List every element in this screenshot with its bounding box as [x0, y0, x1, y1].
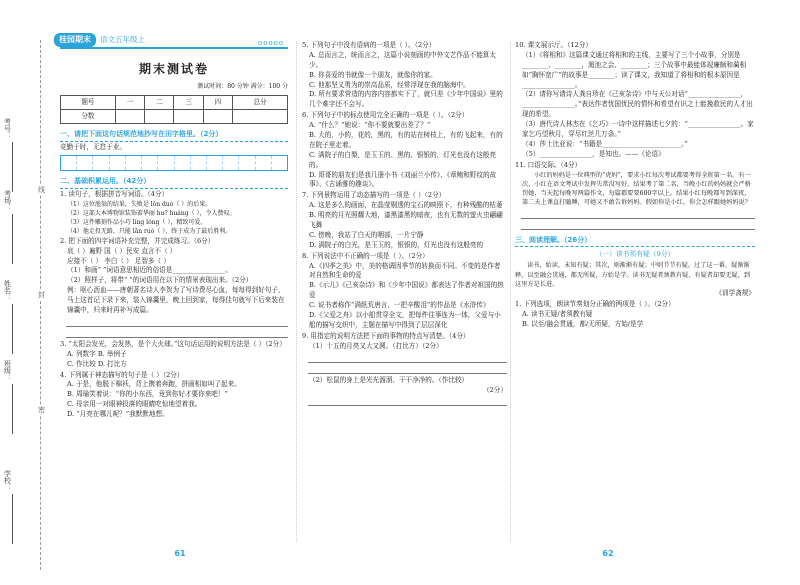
question-7-d: D. 满院子的白光，是玉玉的，银银的，灯光也没有这般亮的	[309, 240, 484, 249]
score-header: 题号	[61, 96, 116, 110]
exam-number-field[interactable]: 考号：	[2, 118, 13, 192]
question-1: 1. 读句子，根据拼音写词语。（4分）	[60, 189, 169, 198]
question-4-c: C. 母亲用一对眼神投落的眼睛吃惊地望着我。	[67, 400, 202, 409]
question-6-a: A. “什么？”她说：“你不要就要出差了？”	[309, 121, 431, 130]
question-10-4: （4）莎士比亚说：“书籍是________________________。”	[522, 139, 688, 148]
page-number-right: 62	[602, 549, 614, 558]
question-1-3: （3）这件雕刻作品小巧 líng lóng（ ），精致可爱。	[67, 218, 207, 226]
writing-grid[interactable]	[60, 155, 288, 171]
exam-meta: 测试时间：80 分钟 满分：100 分	[197, 83, 288, 90]
question-5-d: D. 所有要求营造的内容内容都实下了，就只差《少年中国说》里的几个难字还不会写。	[309, 90, 503, 109]
question-10-5: （5）________________，是知也。——《论语》	[522, 149, 665, 158]
section-1-heading: 一、请把下面这句话规范地抄写在田字格里。（2分）	[60, 129, 288, 142]
exam-room-field[interactable]: 考场：	[2, 190, 13, 264]
section-2-heading: 二、基础积累运用。（42分）	[60, 176, 288, 189]
score-cell[interactable]	[115, 110, 144, 124]
question-3-options-ab: A. 列数字 B. 举例子	[67, 349, 127, 358]
question-9-2-points: （2分）	[483, 385, 507, 394]
question-2-a: （1）和画“ ”词语意思相近的俗语是________________。	[67, 266, 232, 275]
cut-mark-seal: 封	[37, 291, 46, 298]
answer-line[interactable]	[66, 329, 288, 338]
answer-line[interactable]	[308, 354, 507, 363]
question-8: 8. 下列说法中不正确的一项是（ ）。（2分）	[302, 251, 429, 260]
answer-line[interactable]	[308, 365, 507, 374]
question-2-row-2: 应接不（ ） 李白（ ） 足智多（ ）	[67, 256, 170, 265]
brand-subtitle: 语文五年级上	[100, 34, 145, 44]
copy-sentence: 竞勤于时，无怠于业。	[60, 142, 126, 151]
header-deco: ooooo	[258, 39, 285, 47]
brand-logo: 桂园期末	[54, 33, 96, 47]
question-2-b: （2）照样子，将带“ ”的词语用在以下的情景表现出来。（2分）	[67, 276, 253, 285]
reading-question-1: 1. 下列选项，朗读节奏划分正确的两项是（ ）。（2分）	[515, 300, 675, 309]
cut-mark-close: 密	[37, 406, 46, 413]
question-4-a: A. 于是，他脱下棉袄，背上携着奔跑，拼画相如叫了起来。	[67, 380, 241, 389]
question-8-c: C. 说书者称作“满纸荒唐言，一把辛酸泪”的作品是《水浒传》	[309, 301, 490, 310]
reading-question-1-a: A. 读书无疑/者须教有疑	[522, 310, 593, 319]
header-rule	[60, 47, 288, 49]
question-3-options-cd: C. 作比较 D. 打比方	[67, 359, 127, 368]
score-row-label: 分数	[61, 110, 116, 124]
page-title: 期末测试卷	[138, 62, 209, 76]
question-7-a: A. 这是多么的画面，在晶莹剔透的宝石的映照下，有种残酷的枯萎	[309, 201, 503, 210]
class-field[interactable]: 班级：	[2, 360, 13, 434]
reading-question-1-b: B. 以至/融会贯通，都/无所疑，方始/是学	[522, 320, 644, 329]
column-divider	[296, 42, 297, 542]
binding-strip	[0, 40, 52, 570]
passage-source: 《训学斋规》	[715, 289, 755, 298]
question-5: 5. 下列句子中没有语病的一项是（ ）。（2分）	[302, 41, 436, 49]
question-11-scenario: 小红的妈妈是一位典型的“虎妈”，要求小红每次考试都要考得全班第一名。有一次，小红在语文考试中发挥失常没写好，结果考了第二名，当晚小红的妈妈就会严格罚她，当天起每晚写两篇作文，每篇都要要600字以上。结果小红每晚都写到深夜，第二天上课直打瞌睡，可她又不敢告诉妈妈。假如你是小红，你会怎样跟她妈妈说？	[522, 171, 751, 207]
question-9-1: （1）十五的月亮又大又圆。（打比方）（2分）	[309, 341, 443, 350]
question-2: 2. 把下面的四字词语补充完整，并完成练习。（6分）	[60, 236, 215, 245]
school-field[interactable]: 学校：	[2, 470, 13, 544]
question-7-b: B. 明亮的月光照耀大地，漆黑漆黑的暗夜，也有无数的萤火虫翩翩飞舞	[309, 211, 503, 230]
answer-line[interactable]	[521, 221, 755, 230]
cut-line	[40, 40, 41, 570]
question-11: 11. 口语交际。（4分）	[515, 160, 582, 169]
question-10: 10. 课文展示厅。（12分）	[515, 41, 593, 49]
score-cell[interactable]	[145, 110, 174, 124]
cut-mark-line: 线	[37, 186, 46, 193]
question-9-2: （2）松鼠的身上是光光溜溜、干干净净的。（作比较）	[309, 375, 469, 384]
question-3: 3. “太阳会发光，会发热，是个大火球。”这句话运用的说明方法是（ ）（2分）	[60, 339, 286, 348]
question-9: 9. 用指定的说明方法把下面的事物的特点写清楚。（4分）	[302, 331, 470, 340]
question-8-d: D.《父爱之舟》以小船贯穿全文，把每件往事连为一体，父爱与小船的描写交织中，主题在描写中得到了层层深化	[309, 311, 501, 329]
question-5-b: B. 你喜爱的书就像一个朋友，就像你的家。	[309, 70, 437, 79]
question-2-example: 例：呕心沥血——唐朝著名诗人李贺为了写诗费尽心血，每每得到好句子，马上这首记下录下来，装入锦囊里，晚上回到家，每得佳句就写下后来装在锦囊中，归来时再补写成篇。	[67, 286, 285, 315]
answer-line[interactable]	[521, 210, 755, 219]
question-6-c: C. 满院子的白梨，是玉玉的、黑的、银银的，灯光也没有这般亮的。	[309, 150, 497, 169]
question-4-b: B. 周瑜笑着说：“你的小东西，竟到你好才要你来吧！”	[67, 390, 228, 399]
score-cell[interactable]	[203, 110, 232, 124]
score-header: 二	[145, 96, 174, 110]
question-4-d: D. “月亮在哪儿呢？”我默默地想。	[67, 410, 169, 419]
question-5-c: C. 他那坚义勇为的崇高品质，经常浮现在我的脑海中。	[309, 80, 470, 89]
score-cell[interactable]	[233, 110, 288, 124]
name-field[interactable]: 姓名：	[2, 280, 13, 354]
score-cell[interactable]	[174, 110, 203, 124]
question-4: 4. 下列属于神态描写的句子是（ ）（2分）	[60, 370, 184, 379]
left-column	[60, 50, 288, 420]
answer-line[interactable]	[66, 318, 288, 327]
question-10-2: （2）请你写请诗人龚自珍在《己亥杂诗》中与天公对话“________________，________________。”表达作者忧国忧民的情怀和希望有识之士能挽救民的人才出现的希望。	[522, 90, 753, 119]
right-column	[515, 40, 755, 330]
score-header: 一	[115, 96, 144, 110]
column-divider	[510, 42, 511, 542]
question-1-4: （4）他走投无路，只能 lǎn ruò（ ），终于成为了最后胜利。	[67, 227, 232, 235]
score-header: 总分	[233, 96, 288, 110]
question-8-a: A.《四季之美》中，美的格调因季节的转换而不同。不变的是作者对自然和生命的爱	[309, 261, 501, 280]
page-number-left: 61	[174, 549, 186, 558]
question-10-3: （3）唐代诗人林杰在《乞巧》一诗中这样描述七夕的：“________________。家家乞巧望秋月，穿尽红丝几万条。”	[522, 120, 754, 139]
brand-header	[54, 32, 145, 47]
question-6-d: D. 哥哥的朋友们是我几册小书《刘丽兰小传》、《章鲍和野纹的故事》、《古诵雅的趣谈》。	[309, 170, 497, 189]
score-header: 四	[203, 96, 232, 110]
answer-line[interactable]	[308, 397, 507, 406]
question-7-c: C. 傍晚，我站了白天的咽部，一片宁静	[309, 230, 424, 239]
reading-passage: 读书，始读，未知有疑；其次，则渐渐有疑；中则节节有疑。过了这一番，疑渐渐释，以至融会贯通，都无所疑，方始是学。读书无疑者须教有疑，有疑者却要无疑，到这里方是长进。	[515, 262, 751, 289]
score-header: 三	[174, 96, 203, 110]
question-8-b: B.《示儿》《己亥杂诗》和《少年中国说》都表达了作者对祖国的热爱	[309, 281, 504, 300]
score-table	[60, 95, 288, 124]
question-2-row-1: 哀（ ）遍野 国（ ）民安 直言不（ ）	[67, 246, 177, 255]
question-1-1: （1）这位渔翁的结果，失败是 lǒn duò（ ）的后果。	[67, 200, 212, 208]
middle-column	[302, 40, 507, 408]
question-7: 7. 下列景物运用了动态描写的一项是（ ）（2分）	[302, 191, 446, 200]
question-6-b: B. 大的，小的，花的，黑的，有的站在树枝上，有的飞起来，有的在院子里走着。	[309, 131, 503, 149]
question-5-a: A. 总而言之，统而言之，这篇小说刻画的中外文艺作品不能算太少。	[309, 50, 496, 69]
question-6: 6. 下列句子中的标点使用完全正确的一项是（ ）。（2分）	[302, 111, 469, 120]
question-1-2: （2）这部大本博物馆装饰着华丽 hu? huáng（ ），令人赞叹。	[67, 209, 236, 217]
reading-subheading: （一）读书须有疑（9分）	[595, 250, 675, 259]
question-10-1: （1）《将相和》这篇课文通过将相和的主线，主要写了三个小故事，分别是________、________，渑池之会、________；三个故事中最能体现廉颇和蔺相如“胸怀宽广”的故事是________；读了课文，我知道了将相和的根本原因是________________。	[522, 50, 747, 89]
section-3-heading: 三、阅读理解。（26分）	[515, 235, 755, 248]
